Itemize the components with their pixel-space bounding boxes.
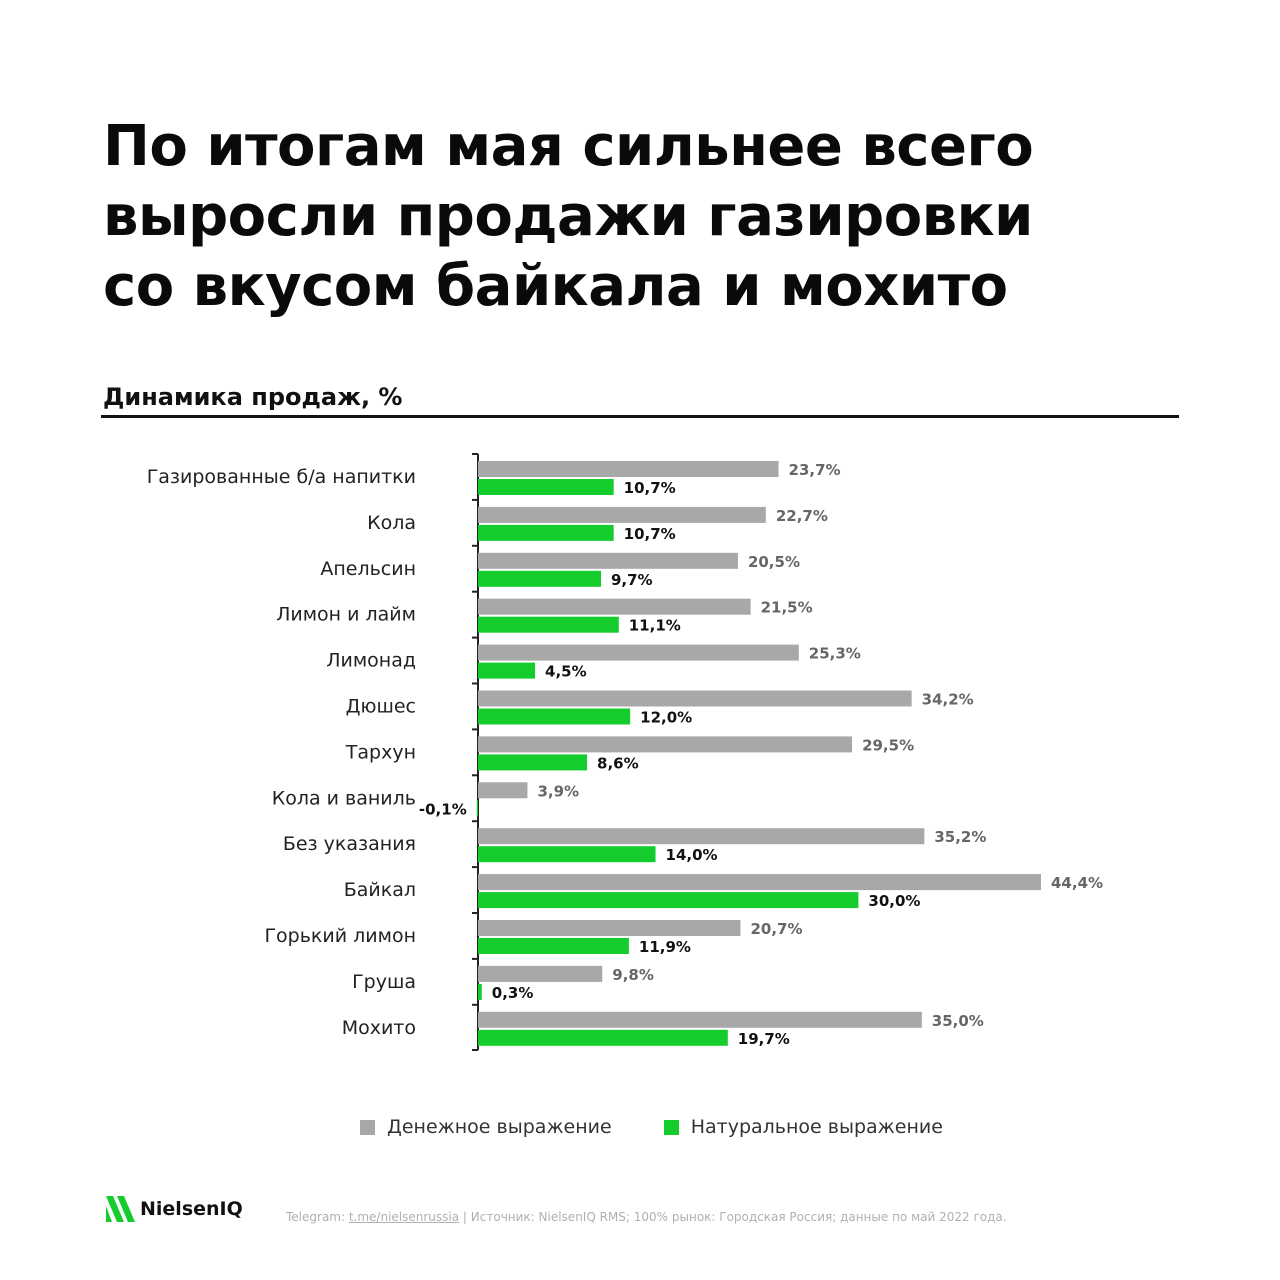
bar-volume — [478, 709, 630, 725]
bar-volume — [477, 800, 478, 816]
bar-money — [478, 461, 779, 477]
bar-money — [478, 645, 799, 661]
data-label-money: 44,4% — [1051, 874, 1104, 893]
bar-money — [478, 828, 924, 844]
nielseniq-logo-icon — [104, 1194, 136, 1224]
bar-money — [478, 691, 912, 707]
category-label: Мохито — [341, 1016, 416, 1039]
category-label: Апельсин — [320, 557, 416, 580]
legend-item-volume — [664, 1116, 943, 1138]
data-label-money: 22,7% — [775, 506, 828, 525]
bar-volume — [478, 938, 629, 954]
legend-label-volume: Натуральное выражение — [690, 1116, 943, 1138]
logo-text: NielsenIQ — [140, 1198, 243, 1220]
bar-volume — [478, 617, 619, 633]
headline-line-1: По итогам мая сильнее всего — [103, 114, 1034, 179]
chart-subtitle: Динамика продаж, % — [103, 383, 403, 411]
bar-money — [478, 553, 738, 569]
category-label: Тархун — [345, 741, 416, 764]
bar-money — [478, 782, 527, 798]
data-label-volume: 14,0% — [665, 846, 718, 865]
legend-swatch-volume — [664, 1120, 679, 1135]
bar-volume — [478, 846, 656, 862]
bar-volume — [478, 1030, 728, 1046]
data-label-money: 3,9% — [537, 782, 580, 801]
data-label-volume: 12,0% — [640, 708, 693, 727]
telegram-link[interactable]: t.me/nielsenrussia — [348, 1210, 460, 1224]
bar-money — [478, 966, 602, 982]
data-label-money: 20,7% — [750, 920, 803, 938]
data-label-volume: 9,7% — [610, 570, 653, 589]
data-label-money: 35,0% — [931, 1011, 984, 1030]
data-label-volume: 30,0% — [868, 892, 921, 911]
headline-line-3: со вкусом байкала и мохито — [103, 254, 1008, 319]
footer-prefix: Telegram: — [286, 1210, 349, 1224]
bar-money — [478, 920, 740, 936]
data-label-volume: 8,6% — [597, 754, 639, 773]
bar-money — [478, 507, 766, 523]
bar-money — [478, 874, 1041, 890]
bar-money — [478, 599, 751, 615]
category-label: Горький лимон — [264, 925, 416, 947]
category-label: Без указания — [282, 833, 416, 856]
category-label: Лимон и лайм — [276, 603, 416, 626]
data-label-volume: 0,3% — [491, 983, 534, 1002]
data-label-money: 25,3% — [808, 644, 861, 663]
data-label-money: 23,7% — [788, 461, 841, 479]
category-label: Дюшес — [345, 695, 416, 718]
data-label-volume: 11,9% — [638, 938, 691, 956]
data-label-volume: 10,7% — [623, 524, 676, 543]
data-label-money: 20,5% — [747, 552, 800, 571]
bar-volume — [478, 479, 614, 495]
category-label: Кола и ваниль — [271, 787, 416, 810]
data-label-money: 29,5% — [862, 736, 915, 755]
legend — [360, 1116, 943, 1138]
data-label-volume: 4,5% — [545, 662, 587, 681]
bar-volume — [478, 984, 482, 1000]
bar-volume — [478, 754, 587, 770]
bar-volume — [478, 571, 601, 587]
data-label-money: 21,5% — [760, 598, 813, 617]
bar-volume — [478, 663, 535, 679]
category-label: Кола — [367, 511, 416, 534]
legend-item-money — [360, 1116, 612, 1138]
footer-source — [286, 1210, 1007, 1224]
bar-money — [478, 736, 852, 752]
category-label: Лимонад — [326, 649, 416, 672]
footer-source-text: | Источник: NielsenIQ RMS; 100% рынок: Городская Россия; данные по май 2022 года. — [459, 1210, 1007, 1224]
nielseniq-logo — [104, 1194, 243, 1224]
data-label-money: 35,2% — [934, 828, 987, 847]
data-label-money: 34,2% — [921, 690, 974, 709]
bar-money — [478, 1012, 922, 1028]
category-label: Груша — [352, 970, 416, 993]
data-label-volume: 19,7% — [737, 1029, 790, 1048]
bar-volume — [478, 525, 614, 541]
legend-swatch-money — [360, 1120, 375, 1135]
headline-line-2: выросли продажи газировки — [103, 184, 1033, 249]
data-label-money: 9,8% — [612, 965, 654, 984]
data-label-volume: -0,1% — [418, 800, 467, 819]
data-label-volume: 10,7% — [623, 479, 676, 497]
category-label: Байкал — [343, 879, 416, 902]
data-label-volume: 11,1% — [628, 616, 681, 635]
legend-label-money: Денежное выражение — [387, 1116, 612, 1138]
bar-volume — [478, 892, 858, 908]
category-label: Газированные б/а напитки — [146, 466, 416, 488]
